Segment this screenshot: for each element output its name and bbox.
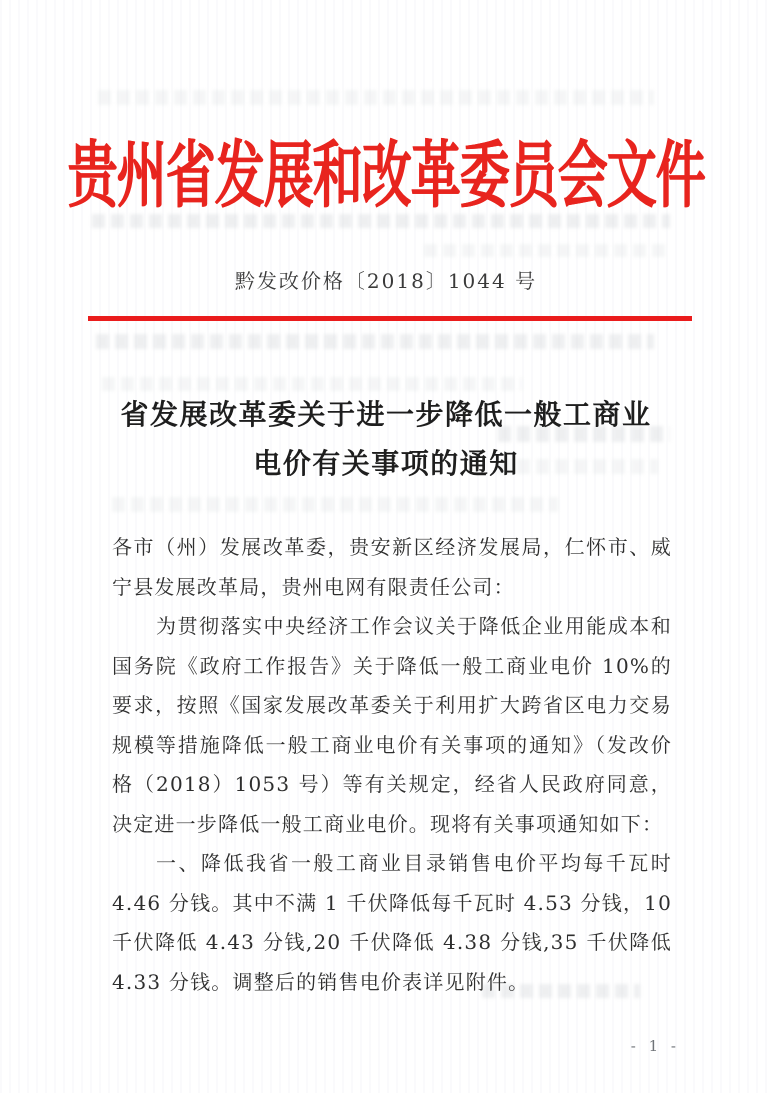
document-title bbox=[86, 390, 686, 488]
document-title-line1: 省发展改革委关于进一步降低一般工商业 bbox=[120, 398, 652, 431]
body-paragraph-1: 为贯彻落实中央经济工作会议关于降低企业用能成本和国务院《政府工作报告》关于降低一般工商业电价 10%的要求，按照《国家发展改革委关于利用扩大跨省区电力交易规模等措施降低一般工商业电价有关事项的通知》（发改价格（2018）1053 号）等有关规定，经省人民政府同意，决定进一步降低一般工商业电价。现将有关事项通知如下： bbox=[112, 614, 672, 836]
bleed-through-artifact bbox=[424, 244, 670, 257]
page-number: - 1 - bbox=[630, 1037, 680, 1055]
recipients-line: 各市（州）发展改革委，贵安新区经济发展局，仁怀市、威宁县发展改革局，贵州电网有限责任公司： bbox=[112, 535, 672, 599]
document-title-line2: 电价有关事项的通知 bbox=[253, 447, 519, 480]
bleed-through-artifact bbox=[102, 377, 522, 391]
bleed-through-artifact bbox=[96, 334, 654, 349]
body-paragraph-2: 一、降低我省一般工商业目录销售电价平均每千瓦时 4.46 分钱。其中不满 1 千伏降低每千瓦时 4.53 分钱，10 千伏降低 4.43 分钱,20 千伏降低 4.38 分钱,35 千伏降低 4.33 分钱。调整后的销售电价表详见附件。 bbox=[112, 851, 672, 994]
red-divider-line bbox=[88, 316, 692, 321]
bleed-through-artifact bbox=[98, 90, 654, 105]
document-body bbox=[112, 528, 672, 1002]
agency-header-title: 贵州省发展和改革委员会文件 bbox=[67, 132, 705, 219]
bleed-through-artifact bbox=[112, 497, 558, 512]
document-number: 黔发改价格〔2018〕1044 号 bbox=[234, 269, 538, 293]
